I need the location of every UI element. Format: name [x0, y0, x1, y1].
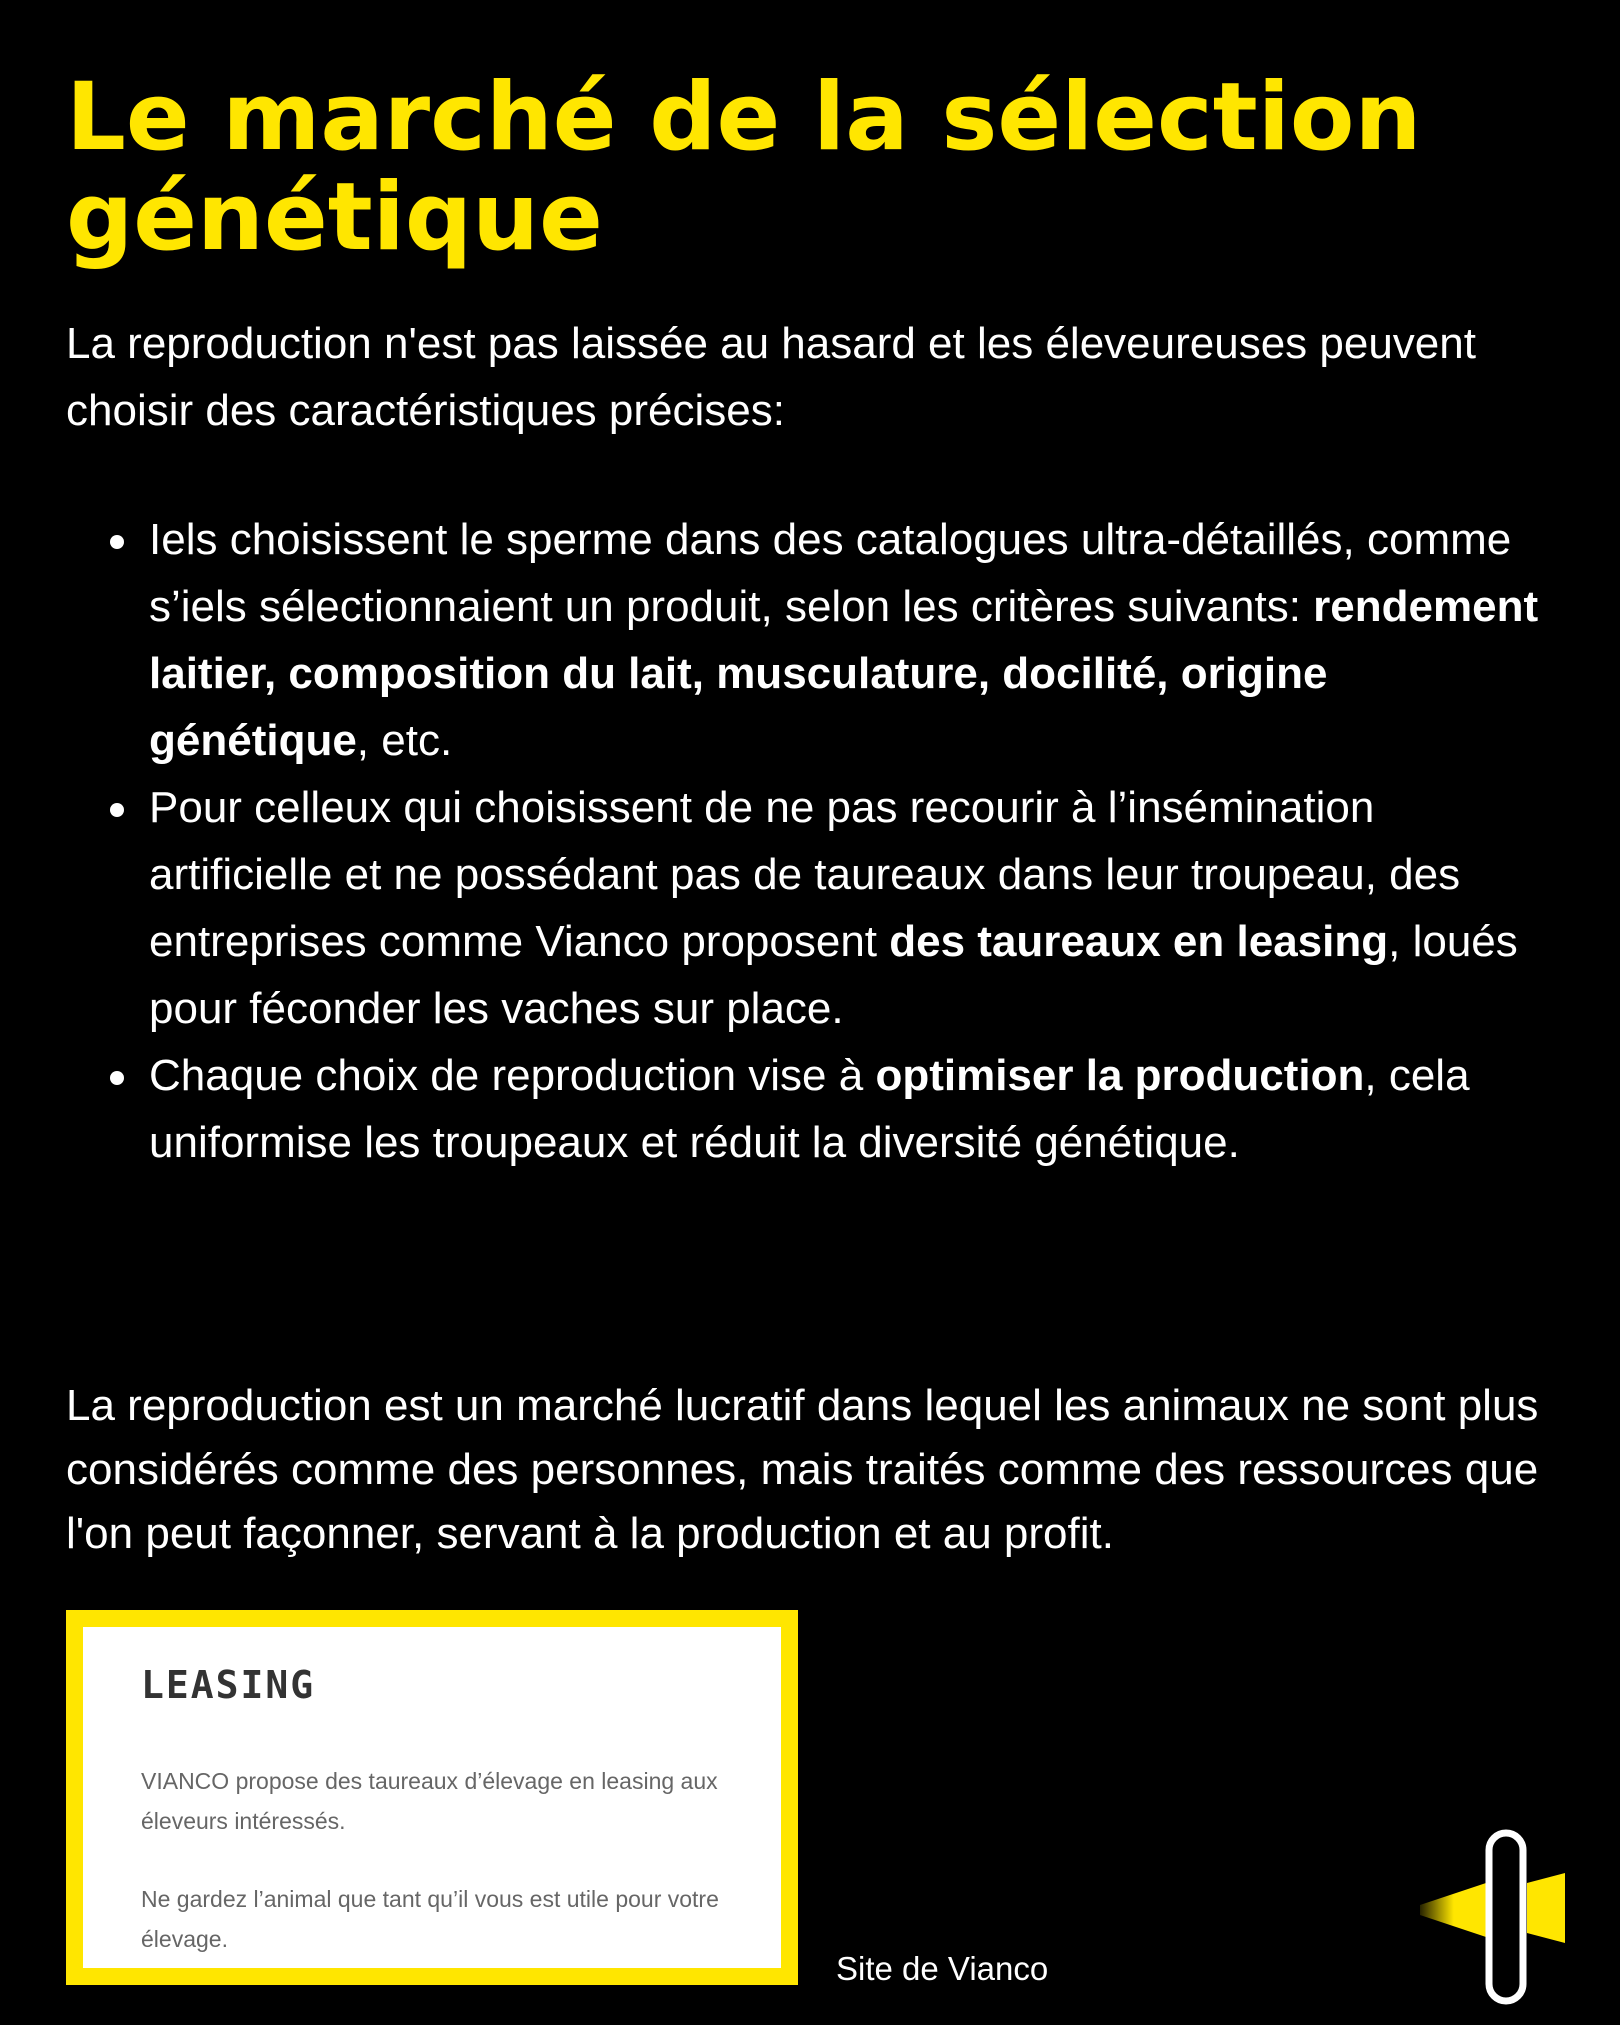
intro-paragraph: La reproduction n'est pas laissée au hasard et les éleveureuses peuvent choisir des caractéristiques précises: — [66, 319, 1476, 435]
list-item — [66, 506, 1546, 774]
image-caption: Site de Vianco — [836, 1950, 1049, 1987]
bullet-bold-segment: des taureaux en leasing — [889, 917, 1389, 966]
bullet-bold-segment: optimiser la production — [875, 1051, 1365, 1100]
bullet-icon — [110, 1071, 124, 1085]
outro-paragraph: La reproduction est un marché lucratif dans lequel les animaux ne sont plus considérés comme des personnes, mais traités comme des ressources que l'on peut façonner, servant à la production et au profit. — [66, 1381, 1539, 1558]
leasing-paragraph-1: VIANCO propose des taureaux d’élevage en leasing aux éleveurs intéressés. — [141, 1768, 718, 1834]
bullet-text-segment: , cela uniformise les troupeaux et réduit la diversité génétique. — [149, 1051, 1470, 1167]
leasing-screenshot-card — [66, 1610, 798, 1985]
list-item — [66, 1042, 1546, 1176]
bullet-text-segment: , loués pour féconder les vaches sur place. — [149, 917, 1518, 1033]
bullet-text-segment: Chaque choix de reproduction vise à — [149, 1051, 876, 1100]
bullet-icon — [110, 803, 124, 817]
bullet-icon — [110, 535, 124, 549]
flashlight-logo-icon — [1415, 1825, 1585, 2010]
bullet-text-segment: Pour celleux qui choisissent de ne pas recourir à l’insémination artificielle et ne possédant pas de taureaux dans leur troupeau, des entreprises comme Vianco proposent — [149, 783, 1461, 966]
bullet-text-segment: Iels choisissent le sperme dans des catalogues ultra-détaillés, comme s’iels sélectionnaient un produit, selon les critères suivants: — [149, 515, 1512, 631]
list-item — [66, 774, 1546, 1042]
leasing-paragraph-2: Ne gardez l’animal que tant qu’il vous est utile pour votre élevage. — [141, 1886, 719, 1952]
bullet-text-segment: , etc. — [356, 716, 453, 765]
leasing-heading: LEASING — [141, 1663, 316, 1707]
bullet-list — [66, 506, 1546, 1176]
bullet-bold-segment: rendement laitier, composition du lait, musculature, docilité, origine génétique — [149, 582, 1539, 765]
page-title: Le marché de la sélection génétique — [66, 63, 1422, 272]
